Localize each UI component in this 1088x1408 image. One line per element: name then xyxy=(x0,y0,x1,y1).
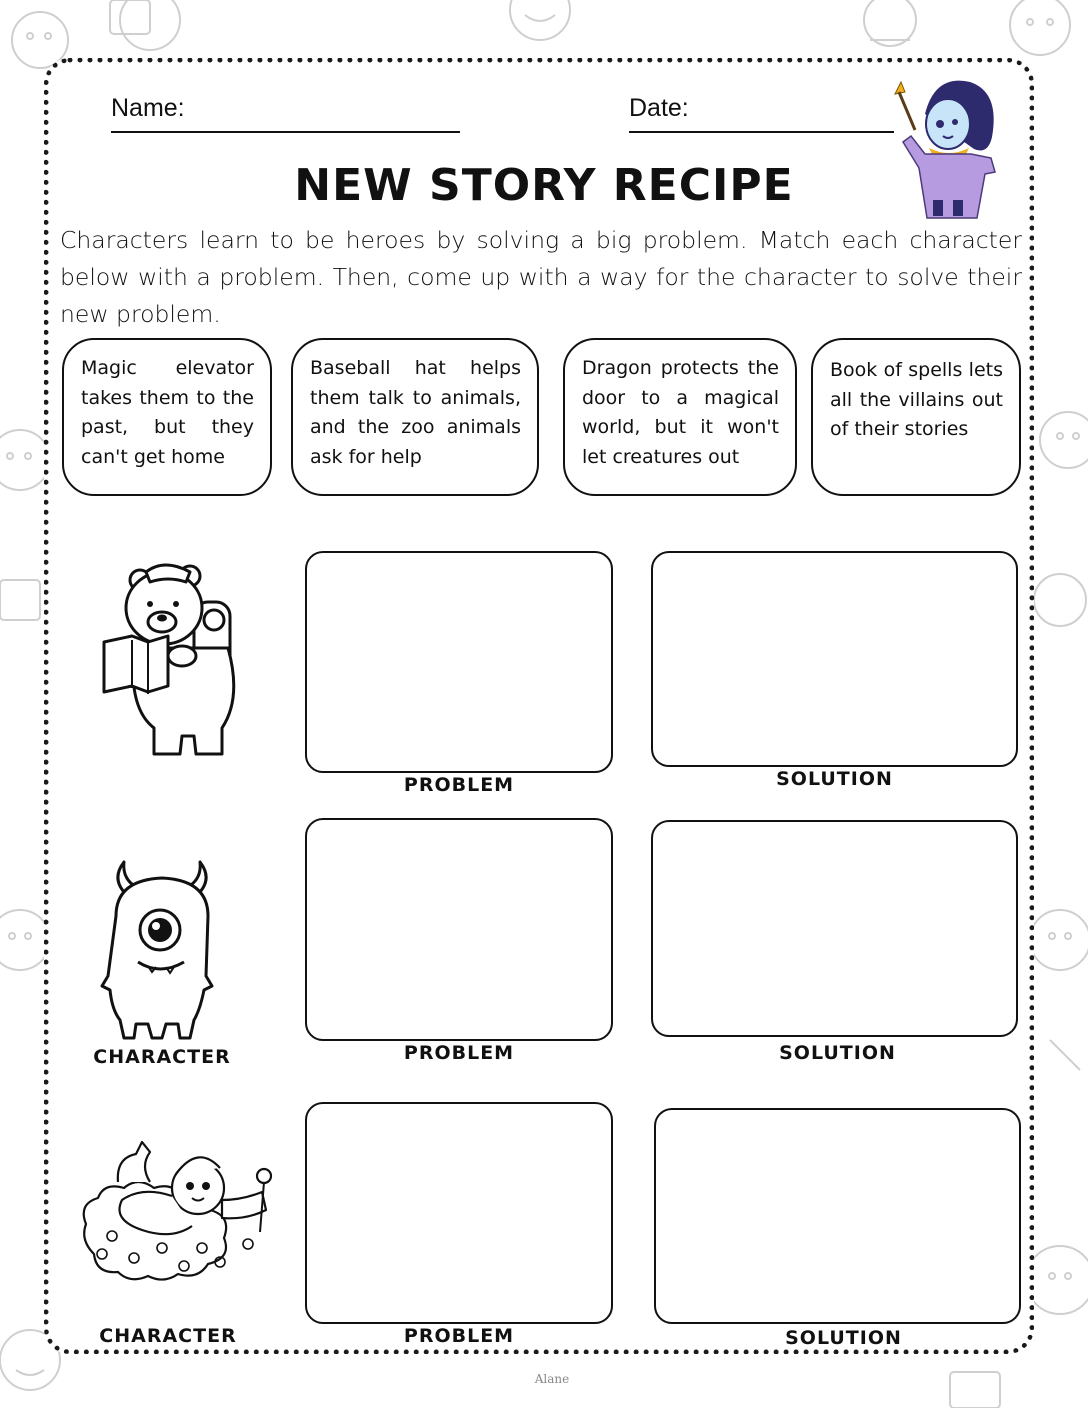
problem-box-3[interactable] xyxy=(305,1102,613,1324)
date-line[interactable] xyxy=(629,131,894,133)
cloud-girl-icon xyxy=(72,1136,286,1284)
date-label: Date: xyxy=(629,94,689,122)
problem-card-elevator[interactable]: Magic elevator takes them to the past, but they can't get home xyxy=(62,338,272,496)
problem-box-1[interactable] xyxy=(305,551,613,773)
page-title: NEW STORY RECIPE xyxy=(294,160,794,211)
name-label: Name: xyxy=(111,94,185,122)
problem-label-3: PROBLEM xyxy=(403,1325,515,1347)
character-label-2: CHARACTER xyxy=(93,1046,231,1068)
solution-label-3: SOLUTION xyxy=(785,1327,902,1349)
solution-label-1: SOLUTION xyxy=(776,768,893,790)
problem-box-2[interactable] xyxy=(305,818,613,1041)
intro-text: Characters learn to be heroes by solving a big problem. Match each character below with a problem. Then, come up with a way for the character to solve their new problem. xyxy=(60,226,1022,328)
solution-box-1[interactable] xyxy=(651,551,1018,767)
solution-box-3[interactable] xyxy=(654,1108,1021,1324)
solution-box-2[interactable] xyxy=(651,820,1018,1037)
character-label-3: CHARACTER xyxy=(99,1325,237,1347)
problem-card-baseball-hat[interactable]: Baseball hat helps them talk to animals, and the zoo animals ask for help xyxy=(291,338,539,496)
problem-card-dragon[interactable]: Dragon protects the door to a magical world, but it won't let creatures out xyxy=(563,338,797,496)
solution-label-2: SOLUTION xyxy=(779,1042,896,1064)
monster-icon xyxy=(98,856,226,1040)
problem-card-book-of-spells[interactable]: Book of spells lets all the villains out of their stories xyxy=(811,338,1021,496)
bear-icon xyxy=(98,558,238,764)
footer-logo: Alane xyxy=(534,1372,570,1386)
problem-label-1: PROBLEM xyxy=(403,774,515,796)
problem-label-2: PROBLEM xyxy=(403,1042,515,1064)
name-line[interactable] xyxy=(111,131,460,133)
